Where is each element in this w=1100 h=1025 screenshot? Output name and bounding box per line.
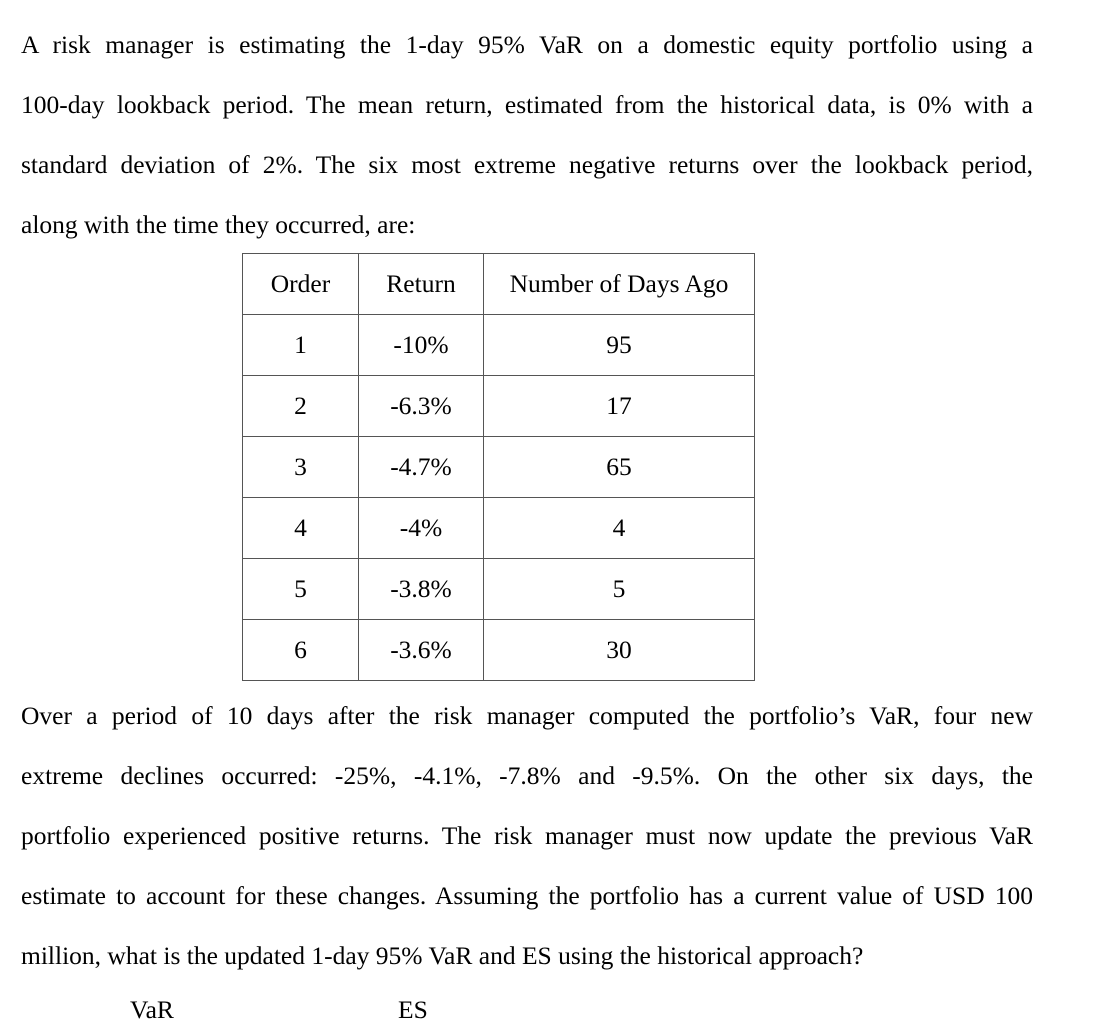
table-row: [243, 498, 755, 559]
intro-line: standard deviation of 2%. The six most extreme negative returns over the lookback period,: [21, 150, 1033, 179]
cell-days-ago: 17: [484, 376, 755, 437]
cell-order: 3: [243, 437, 359, 498]
extreme-returns-table: [242, 253, 755, 681]
cell-return: -4.7%: [359, 437, 484, 498]
header-order: Order: [243, 254, 359, 315]
table-row: [243, 376, 755, 437]
table-row: [243, 315, 755, 376]
cell-order: 1: [243, 315, 359, 376]
header-return: Return: [359, 254, 484, 315]
cell-order: 5: [243, 559, 359, 620]
cell-days-ago: 5: [484, 559, 755, 620]
intro-line: A risk manager is estimating the 1-day 95% VaR on a domestic equity portfolio using a: [21, 30, 1033, 59]
cell-return: -6.3%: [359, 376, 484, 437]
cell-return: -4%: [359, 498, 484, 559]
cell-order: 6: [243, 620, 359, 681]
followup-line: portfolio experienced positive returns. The risk manager must now update the previous VaR: [21, 821, 1033, 850]
table-row: [243, 437, 755, 498]
cutoff-var-label: VaR: [130, 995, 174, 1024]
followup-paragraph: [21, 686, 1033, 986]
followup-line: Over a period of 10 days after the risk manager computed the portfolio’s VaR, four new: [21, 701, 1033, 730]
followup-line: estimate to account for these changes. Assuming the portfolio has a current value of USD 100: [21, 881, 1033, 910]
intro-line: 100-day lookback period. The mean return, estimated from the historical data, is 0% with a: [21, 90, 1033, 119]
cell-return: -3.6%: [359, 620, 484, 681]
cell-days-ago: 65: [484, 437, 755, 498]
table-header-row: [243, 254, 755, 315]
followup-line: extreme declines occurred: -25%, -4.1%, -7.8% and -9.5%. On the other six days, the: [21, 761, 1033, 790]
intro-line: along with the time they occurred, are:: [21, 210, 416, 239]
cell-return: -10%: [359, 315, 484, 376]
cell-order: 2: [243, 376, 359, 437]
cell-order: 4: [243, 498, 359, 559]
header-days-ago: Number of Days Ago: [484, 254, 755, 315]
cell-return: -3.8%: [359, 559, 484, 620]
cutoff-es-label: ES: [398, 995, 428, 1024]
cell-days-ago: 30: [484, 620, 755, 681]
table-row: [243, 559, 755, 620]
cell-days-ago: 95: [484, 315, 755, 376]
intro-paragraph: [21, 15, 1033, 255]
table-row: [243, 620, 755, 681]
followup-line: million, what is the updated 1-day 95% VaR and ES using the historical approach?: [21, 941, 864, 970]
cell-days-ago: 4: [484, 498, 755, 559]
